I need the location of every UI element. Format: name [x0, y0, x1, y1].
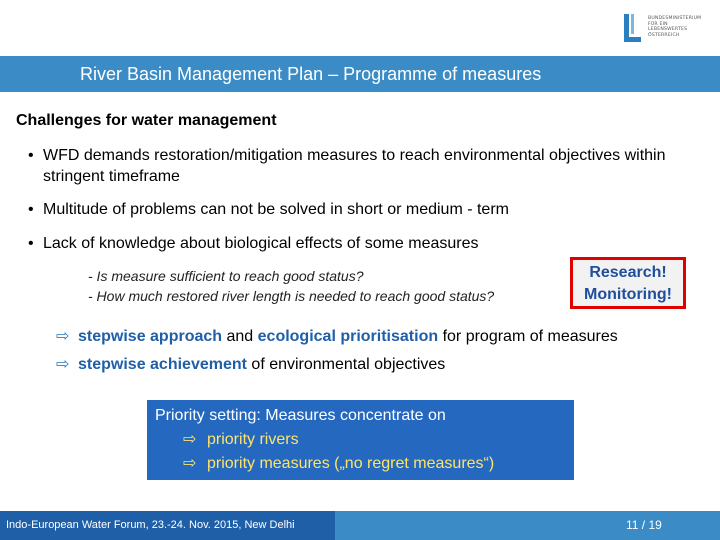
footer-event	[0, 511, 335, 540]
title-bar	[0, 56, 720, 92]
arrow-right-icon: ⇨	[56, 356, 70, 373]
bullet-item: Lack of knowledge about biological effects of some measures	[43, 235, 479, 252]
ministry-logo-icon	[624, 14, 644, 42]
bullet-icon: •	[28, 201, 34, 218]
arrow-right-icon: ⇨	[183, 455, 197, 472]
callout-line: Monitoring!	[584, 286, 672, 303]
arrow-right-icon: ⇨	[183, 431, 197, 448]
sub-question: - Is measure sufficient to reach good status?	[88, 268, 364, 284]
slide-title: River Basin Management Plan – Programme of measures	[80, 64, 542, 84]
bullet-icon: •	[28, 147, 34, 164]
bullet-item: Multitude of problems can not be solved in short or medium - term	[43, 201, 509, 218]
arrow-point: ⇨ stepwise approach and ecological prioritisation for program of measures	[56, 328, 618, 345]
footer-bar	[0, 511, 720, 540]
bullet-icon: •	[28, 235, 34, 252]
priority-item: ⇨ priority rivers	[183, 428, 299, 452]
research-monitoring-callout	[570, 257, 686, 309]
arrow-point: ⇨ stepwise achievement of environmental objectives	[56, 356, 446, 373]
priority-title: Priority setting: Measures concentrate on	[155, 407, 446, 424]
page-number: 11 / 19	[626, 518, 662, 532]
ministry-logo	[624, 14, 714, 44]
sub-question: - How much restored river length is needed to reach good status?	[88, 288, 495, 304]
priority-setting-box	[147, 400, 574, 480]
bullet-item: WFD demands restoration/mitigation measures to reach environmental objectives within stringent timeframe	[43, 147, 666, 185]
callout-line: Research!	[589, 264, 667, 281]
section-heading: Challenges for water management	[16, 112, 277, 129]
arrow-right-icon: ⇨	[56, 328, 70, 345]
footer-event-text: Indo-European Water Forum, 23.-24. Nov. 2015, New Delhi	[6, 519, 295, 531]
logo-text: BUNDESMINISTERIUM FÜR EIN LEBENSWERTES ÖSTERREICH	[648, 16, 702, 38]
priority-item: ⇨ priority measures („no regret measures“)	[183, 452, 494, 476]
